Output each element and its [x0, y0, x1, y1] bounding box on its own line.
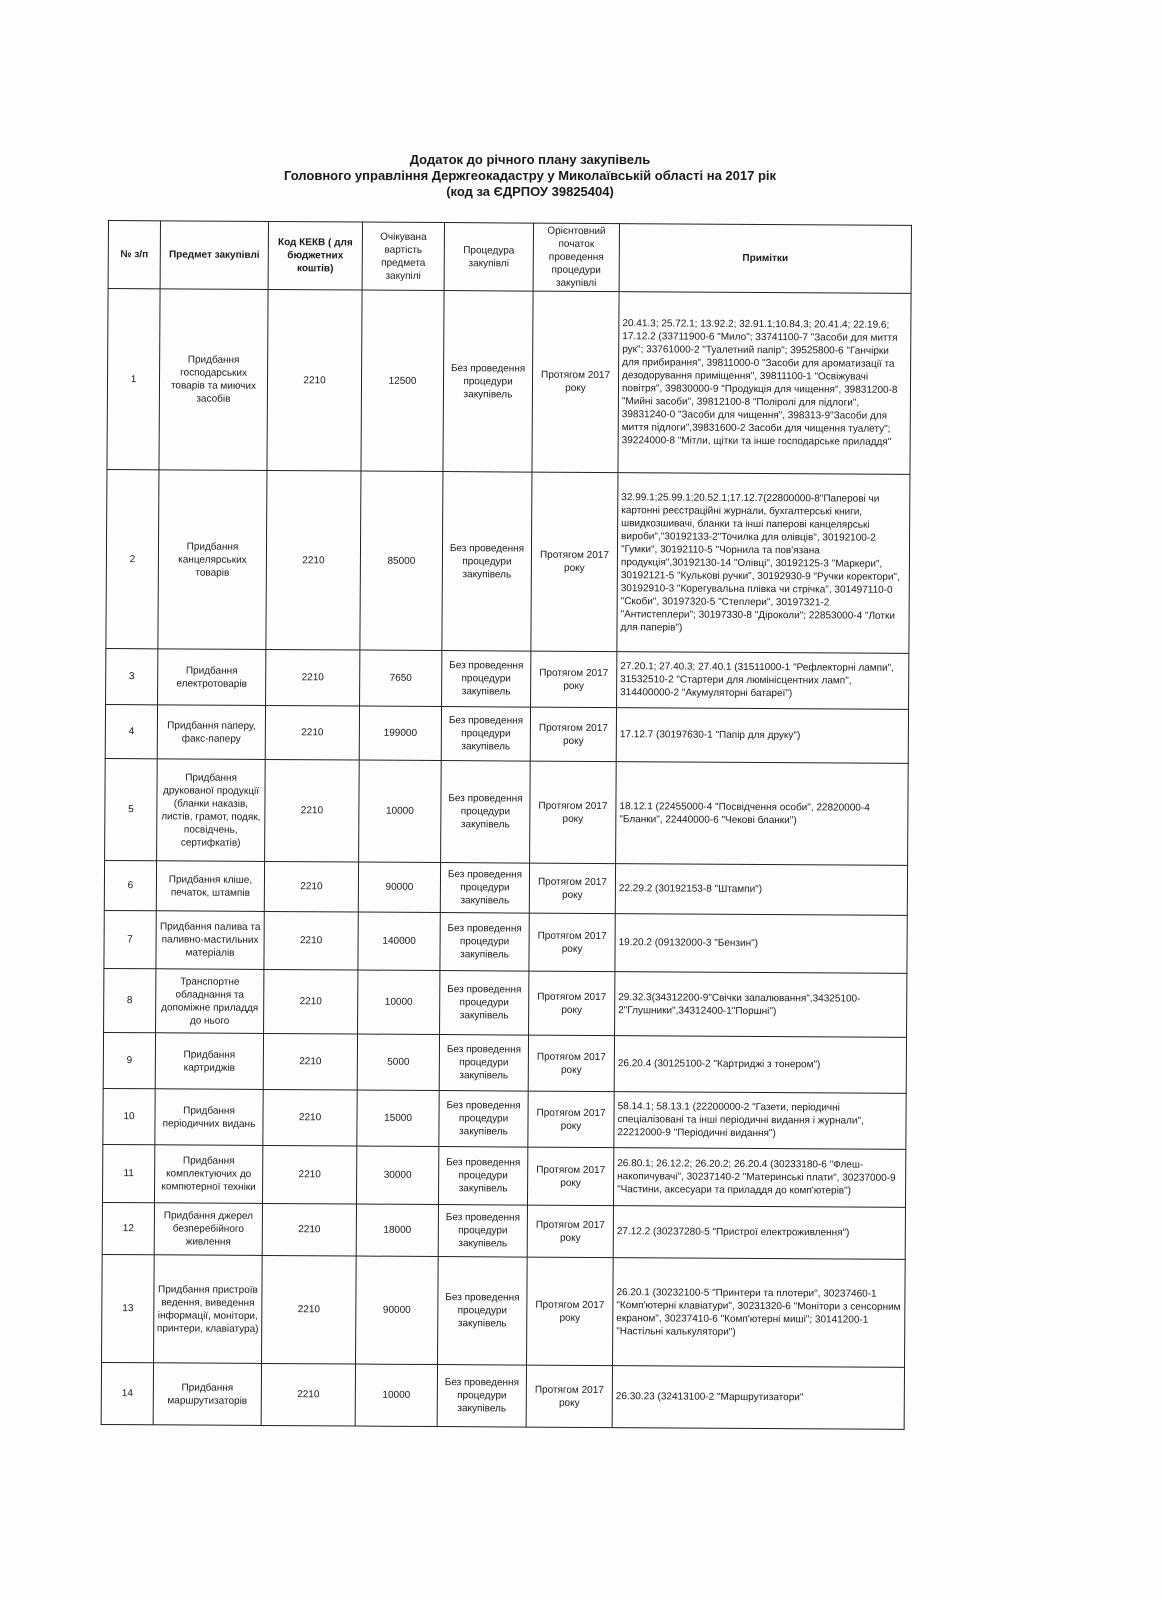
row-num: 7: [104, 910, 156, 968]
table-row: [104, 860, 907, 915]
row-subject: Придбання періодичних видань: [155, 1089, 263, 1146]
row-procedure: Без проведення процедури закупівель: [438, 1147, 527, 1206]
table-row: [103, 1088, 906, 1149]
procurement-table: [101, 220, 912, 1430]
row-cost: 7650: [360, 650, 442, 706]
row-num: 5: [105, 758, 158, 860]
row-start: Протягом 2017 року: [526, 1365, 612, 1428]
row-num: 10: [103, 1088, 155, 1144]
row-start: Протягом 2017 року: [531, 472, 618, 652]
row-procedure: Без проведення процедури закупівель: [442, 472, 532, 652]
title-line-3: (код за ЄДРПОУ 39825404): [446, 184, 614, 199]
row-start: Протягом 2017 року: [528, 1035, 614, 1092]
table-row: [102, 1254, 906, 1367]
row-notes: 58.14.1; 58.13.1 (22200000-2 "Газети, періодичні спеціалізовані та інші періодичні видання і журнали", 22212000-9 "Періодичні видання"): [614, 1092, 906, 1150]
table-body: [101, 289, 911, 1430]
row-cost: 10000: [355, 1364, 437, 1426]
row-notes: 17.12.7 (30197630-1 "Папір для друку"): [616, 708, 908, 764]
row-notes: 18.12.1 (22455000-4 "Посвідчення особи", 22820000-4 "Бланки", 22440000-6 "Чекові бланки"): [616, 762, 909, 866]
row-start: Протягом 2017 року: [530, 707, 616, 762]
row-num: 11: [102, 1144, 154, 1202]
row-subject: Придбання електротоварів: [158, 649, 266, 706]
row-procedure: Без проведення процедури закупівель: [443, 291, 533, 473]
row-num: 13: [102, 1254, 155, 1362]
row-subject: Придбання паперу, факс-паперу: [157, 705, 265, 760]
row-kekv: 2210: [264, 861, 358, 912]
row-num: 12: [102, 1202, 154, 1254]
row-procedure: Без проведення процедури закупівель: [441, 707, 530, 762]
row-kekv: 2210: [267, 289, 362, 471]
row-subject: Придбання маршрутизаторів: [153, 1363, 261, 1426]
row-cost: 90000: [356, 1256, 439, 1364]
row-start: Протягом 2017 року: [528, 1091, 614, 1148]
row-kekv: 2210: [263, 1033, 357, 1090]
header-kekv: Код КЕКВ ( для бюджетних коштів): [268, 221, 362, 290]
row-cost: 12500: [361, 290, 444, 471]
row-kekv: 2210: [262, 1203, 356, 1256]
row-subject: Придбання кліше, печаток, штампів: [156, 861, 264, 912]
row-notes: 26.20.1 (30232100-5 "Принтери та плотери", 30237460-1 "Комп'ютерні клавіатури", 30231320-6 "Монітори з сенсорним екраном", 30237410-6 "Комп'ютерні миші"; 30141200-1 "Настільні калькулятори"): [613, 1258, 906, 1368]
row-cost: 85000: [360, 471, 443, 650]
row-procedure: Без проведення процедури закупівель: [439, 1035, 528, 1092]
row-notes: 32.99.1;25.99.1;20.52.1;17.12.7(22800000-8"Паперові чи картонні реєстраційні журнали, бухгалтерські книги, швидкозшивачі, бланки та інші паперові канцелярські вироби","30192133-2"Точилка для олівців", 30192100-2 "Гумки", 30192110-5 "Чорнила та пов'язана продукція",30192130-14 "Олівці", 30192125-3 "Маркери", 30192121-5 "Кулькові ручки", 30192930-9 "Ручки коректори", 30192910-3 "Корегувальна плівка чи стрічка", 301497110-0 "Скоби", 30197320-5 "Степлери", 30197321-2 "Антистеплери"; 30197330-8 "Діроколи"; 22853000-4 "Лотки для паперів"): [617, 473, 910, 654]
row-subject: Придбання джерел безперебійного живлення: [154, 1203, 262, 1256]
row-procedure: Без проведення процедури закупівель: [440, 863, 529, 914]
row-subject: Придбання картриджів: [155, 1033, 263, 1090]
row-procedure: Без проведення процедури закупівель: [441, 761, 531, 864]
table-row: [101, 1362, 904, 1429]
row-num: 6: [104, 860, 156, 910]
row-start: Протягом 2017 року: [530, 761, 617, 864]
row-start: Протягом 2017 року: [529, 971, 615, 1036]
row-notes: 27.20.1; 27.40.3; 27.40.1 (31511000-1 "Рефлекторні лампи", 31532510-2 "Стартери для люмінісцентних ламп", 314400000-2 "Акумуляторні батареї"): [617, 652, 909, 710]
table-row: [104, 910, 907, 973]
row-num: 4: [105, 704, 157, 758]
row-start: Протягом 2017 року: [527, 1147, 613, 1206]
row-procedure: Без проведення процедури закупівель: [439, 1091, 528, 1148]
row-cost: 18000: [356, 1204, 438, 1257]
table-row: [105, 704, 908, 763]
row-subject: Придбання канцелярських товарів: [158, 470, 267, 650]
row-notes: 29.32.3(34312200-9"Свічки запалювання",34325100-2"Глушники",34312400-1"Поршні"): [615, 972, 907, 1038]
row-num: 14: [101, 1362, 153, 1424]
row-num: 9: [103, 1032, 155, 1088]
document-title: [150, 152, 910, 200]
row-procedure: Без проведення процедури закупівель: [438, 1257, 528, 1366]
row-cost: 140000: [358, 912, 440, 970]
row-subject: Придбання пристроїв ведення, виведення інформації, монітори, принтери, клавіатура): [154, 1255, 263, 1364]
header-subject: Предмет закупівлі: [160, 221, 268, 290]
row-kekv: 2210: [266, 470, 361, 650]
header-notes: Примітки: [619, 224, 911, 294]
row-start: Протягом 2017 року: [532, 291, 619, 473]
row-kekv: 2210: [262, 1145, 356, 1204]
row-procedure: Без проведення процедури закупівель: [438, 1205, 527, 1258]
row-cost: 199000: [359, 706, 441, 760]
row-num: 1: [107, 289, 160, 470]
row-notes: 26.30.23 (32413100-2 "Маршрутизатори": [612, 1366, 904, 1430]
row-notes: 26.80.1; 26.12.2; 26.20.2; 26.20.4 (30233180-6 "Флеш-накопичувачі", 30237140-2 "Материнські плати", 30237000-9 "Частини, аксесуари та приладдя до комп'ютерів"): [613, 1148, 905, 1208]
row-start: Протягом 2017 року: [529, 913, 615, 972]
table-row: [102, 1202, 905, 1259]
row-notes: 20.41.3; 25.72.1; 13.92.2; 32.91.1;10.84.3; 20.41.4; 22.19.6; 17.12.2 (33711900-6 "Мило"; 33741100-7 "Засоби для миття рук"; 33761000-2 "Туалетний папір"; 39525800-6 "Ганчірки для прибирання", 39811000-0 "Засоби для ароматизації та дезодорування приміщення", 39811100-1 "Освіжувачі повітря", 39830000-9 "Продукція для чищення", 39831200-8 "Мийні засоби", 39812100-8 "Поліролі для підлоги", 39831240-0 "Засоби для чищення", 398313-9"Засоби для миття підлоги",39831600-2 Засоби для чищення туалету"; 39224000-8 "Мітли, щітки та інше господарське приладдя": [618, 292, 911, 475]
table-row: [106, 648, 909, 709]
row-procedure: Без проведення процедури закупівель: [440, 913, 529, 972]
row-kekv: 2210: [261, 1363, 355, 1426]
row-kekv: 2210: [264, 911, 358, 970]
table-row: [107, 289, 911, 475]
row-start: Протягом 2017 року: [529, 863, 615, 914]
row-cost: 5000: [357, 1034, 439, 1090]
row-start: Протягом 2017 року: [527, 1257, 614, 1366]
row-cost: 30000: [356, 1146, 438, 1204]
header-num: № з/п: [108, 221, 160, 289]
row-cost: 90000: [358, 862, 440, 913]
row-num: 3: [106, 648, 158, 704]
row-kekv: 2210: [264, 969, 358, 1034]
row-cost: 10000: [358, 970, 440, 1034]
header-cost: Очікувана вартість предмета закупілі: [362, 222, 444, 290]
row-procedure: Без проведення процедури закупівель: [440, 971, 529, 1036]
row-notes: 19.20.2 (09132000-3 "Бензин"): [615, 914, 907, 974]
row-kekv: 2210: [265, 759, 360, 862]
row-kekv: 2210: [262, 1255, 357, 1364]
row-cost: 10000: [359, 760, 442, 862]
row-cost: 15000: [357, 1090, 439, 1146]
row-subject: Придбання палива та паливно-мастильних матеріалів: [156, 911, 264, 970]
row-start: Протягом 2017 року: [531, 651, 617, 708]
table-row: [106, 469, 910, 653]
table-header-row: [108, 221, 911, 294]
header-start: Орієнтовний початок проведення процедури закупівлі: [533, 223, 619, 292]
row-notes: 27.12.2 (30237280-5 "Пристрої електроживлення"): [613, 1206, 905, 1260]
row-start: Протягом 2017 року: [527, 1205, 613, 1258]
row-kekv: 2210: [263, 1089, 357, 1146]
title-line-2: Головного управління Держгеокадастру у Миколаївській області на 2017 рік: [283, 168, 777, 183]
row-procedure: Без проведення процедури закупівель: [437, 1365, 526, 1428]
table-row: [105, 758, 909, 865]
header-procedure: Процедура закупівлі: [444, 223, 533, 292]
row-num: 8: [104, 968, 156, 1032]
row-subject: Придбання друкованої продукції (бланки наказів, листів, грамот, подяк, посвідчень, сертифкатів): [157, 759, 266, 862]
row-notes: 22.29.2 (30192153-8 "Штампи"): [615, 864, 907, 916]
row-kekv: 2210: [266, 649, 360, 706]
row-num: 2: [106, 469, 159, 648]
row-subject: Придбання господарських товарів та миючих засобів: [159, 289, 268, 471]
table-row: [104, 968, 907, 1037]
table-row: [103, 1032, 906, 1093]
row-notes: 26.20.4 (30125100-2 "Картриджі з тонером"): [614, 1036, 906, 1094]
table-row: [102, 1144, 905, 1207]
row-subject: Придбання комплектуючих до компютерної техніки: [154, 1145, 262, 1204]
row-kekv: 2210: [265, 705, 359, 760]
row-subject: Транспортне обладнання та допоміжне приладдя до нього: [156, 969, 264, 1034]
title-line-1: Додаток до річного плану закупівель: [409, 152, 651, 167]
row-procedure: Без проведення процедури закупівель: [442, 651, 531, 708]
